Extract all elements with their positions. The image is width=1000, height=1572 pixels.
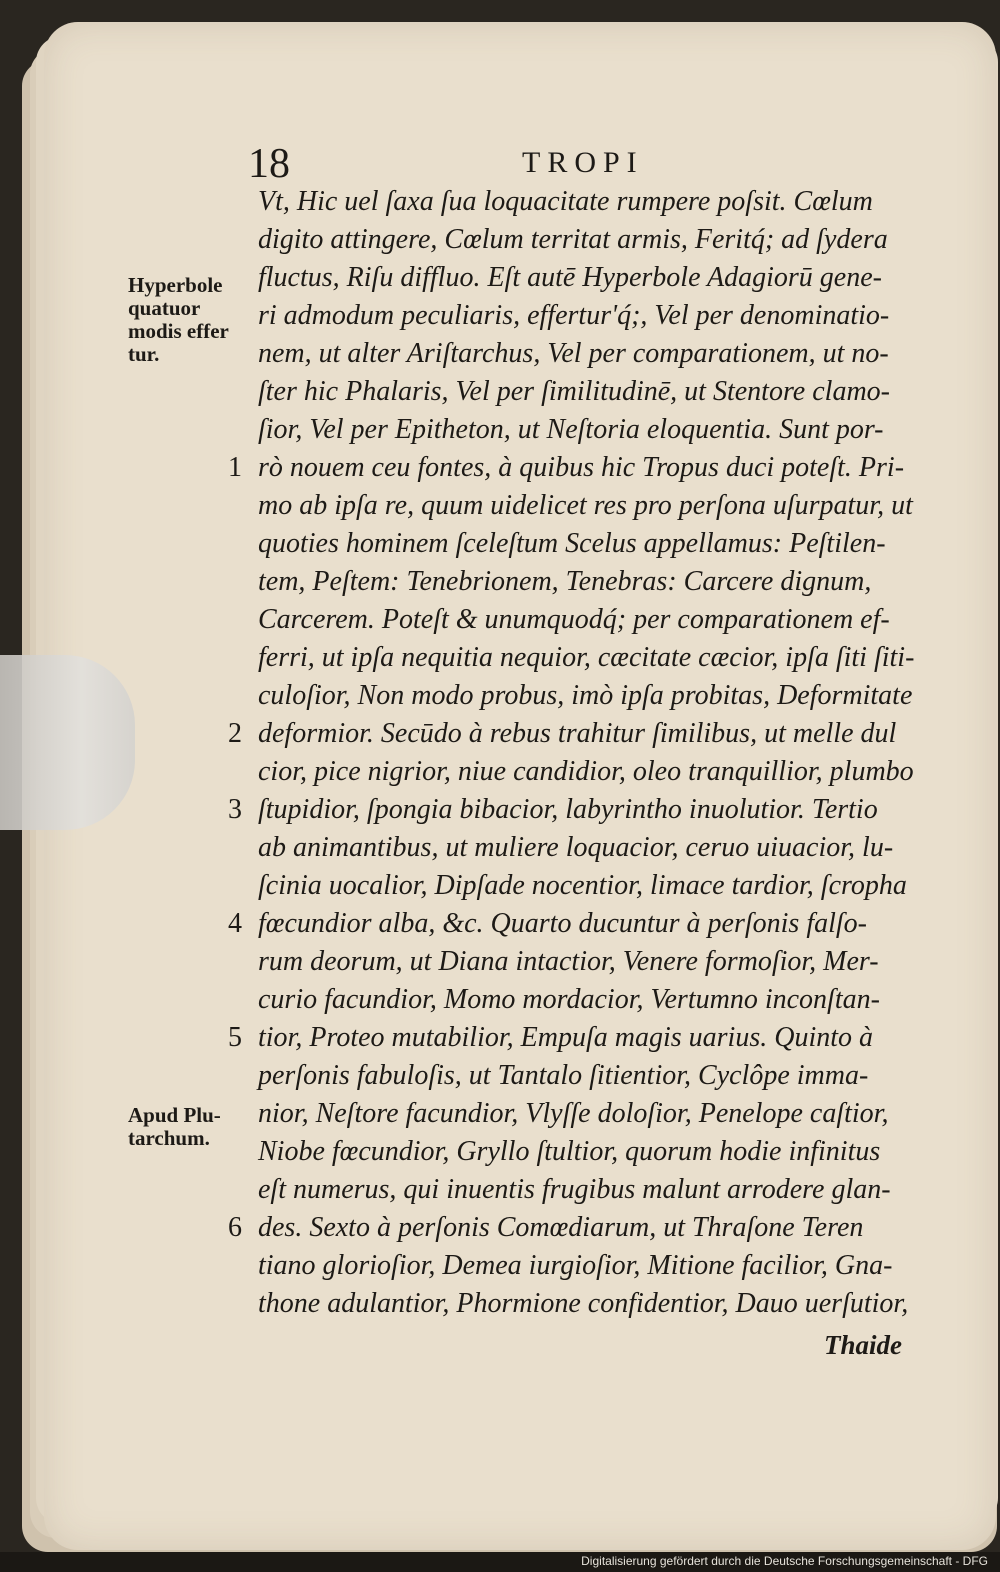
source-number: 3: [228, 794, 242, 825]
text-line: culoſior, Non modo probus, imò ipſa probitas, Deformitate: [258, 680, 913, 711]
text-line: ſtupidior, ſpongia bibacior, labyrintho inuolutior. Tertio: [258, 794, 878, 825]
text-line: ferri, ut ipſa nequitia nequior, cæcitate cæcior, ipſa ſiti ſiti-: [258, 642, 915, 673]
text-line: tior, Proteo mutabilior, Empuſa magis uarius. Quinto à: [258, 1022, 874, 1053]
footer-credit: Digitalisierung gefördert durch die Deutsche Forschungsgemeinschaft - DFG: [581, 1554, 988, 1568]
text-line: cior, pice nigrior, niue candidior, oleo tranquillior, plumbo: [258, 756, 914, 787]
text-line: curio facundior, Momo mordacior, Vertumno inconſtan-: [258, 984, 880, 1015]
text-line: rum deorum, ut Diana intactior, Venere formoſior, Mer-: [258, 946, 879, 977]
text-line: Vt, Hic uel ſaxa ſua loquacitate rumpere poſsit. Cœlum: [258, 186, 873, 217]
text-line: nior, Neſtore facundior, Vlyſſe doloſior, Penelope caſtior,: [258, 1098, 889, 1129]
text-line: quoties hominem ſceleſtum Scelus appellamus: Peſtilen-: [258, 528, 886, 559]
margin-note-plutarch: [128, 1104, 221, 1150]
running-head: TROPI: [522, 146, 644, 179]
text-line: des. Sexto à perſonis Comœdiarum, ut Thraſone Teren: [258, 1212, 864, 1243]
source-number: 4: [228, 908, 242, 939]
text-line: digito attingere, Cœlum territat armis, Feritq́; ad ſydera: [258, 224, 888, 255]
text-line: deformior. Secūdo à rebus trahitur ſimilibus, ut melle dul: [258, 718, 897, 749]
digitization-footer: [0, 1552, 1000, 1572]
text-line: ſior, Vel per Epitheton, ut Neſtoria eloquentia. Sunt por-: [258, 414, 884, 445]
source-number: 5: [228, 1022, 242, 1053]
text-line: eſt numerus, qui inuentis frugibus malunt arrodere glan-: [258, 1174, 891, 1205]
source-number: 2: [228, 718, 242, 749]
text-line: fluctus, Riſu diffluo. Eſt autē Hyperbole Adagiorū gene-: [258, 262, 882, 293]
source-number: 1: [228, 452, 242, 483]
text-line: mo ab ipſa re, quum uidelicet res pro perſona uſurpatur, ut: [258, 490, 913, 521]
text-line: tiano glorioſior, Demea iurgioſior, Mitione facilior, Gna-: [258, 1250, 893, 1281]
text-line: ab animantibus, ut muliere loquacior, ceruo uiuacior, lu-: [258, 832, 894, 863]
margin-note-line: tur.: [128, 342, 160, 366]
margin-note-line: tarchum.: [128, 1126, 210, 1150]
page-header: [0, 140, 1000, 190]
text-line: fœcundior alba, &c. Quarto ducuntur à perſonis falſo-: [258, 908, 867, 939]
text-line: Carcerem. Poteſt & unumquodq́; per comparationem ef-: [258, 604, 890, 635]
page-clip: [0, 655, 135, 830]
text-line: ſter hic Phalaris, Vel per ſimilitudinē, ut Stentore clamo-: [258, 376, 890, 407]
margin-note-line: Hyperbole: [128, 273, 223, 297]
folio-number: 18: [248, 141, 290, 187]
margin-note-line: quatuor: [128, 296, 201, 320]
text-line: tem, Peſtem: Tenebrionem, Tenebras: Carcere dignum,: [258, 566, 872, 597]
text-line: Niobe fœcundior, Gryllo ſtultior, quorum hodie infinitus: [258, 1136, 881, 1167]
catchword: Thaide: [824, 1330, 902, 1360]
margin-note-line: Apud Plu-: [128, 1103, 221, 1127]
text-line: ſcinia uocalior, Dipſade nocentior, limace tardior, ſcropha: [258, 870, 907, 901]
text-line: ri admodum peculiaris, effertur'q́;, Vel per denominatio-: [258, 300, 890, 331]
text-line: thone adulantior, Phormione confidentior, Dauo uerſutior,: [258, 1288, 909, 1319]
source-number: 6: [228, 1212, 242, 1243]
text-line: rò nouem ceu fontes, à quibus hic Tropus duci poteſt. Pri-: [258, 452, 905, 483]
text-line: nem, ut alter Ariſtarchus, Vel per comparationem, ut no-: [258, 338, 889, 369]
margin-note-line: modis effer: [128, 319, 229, 343]
margin-note-hyperbole: [128, 274, 229, 366]
text-line: perſonis fabuloſis, ut Tantalo ſitientior, Cyclôpe imma-: [258, 1060, 869, 1091]
